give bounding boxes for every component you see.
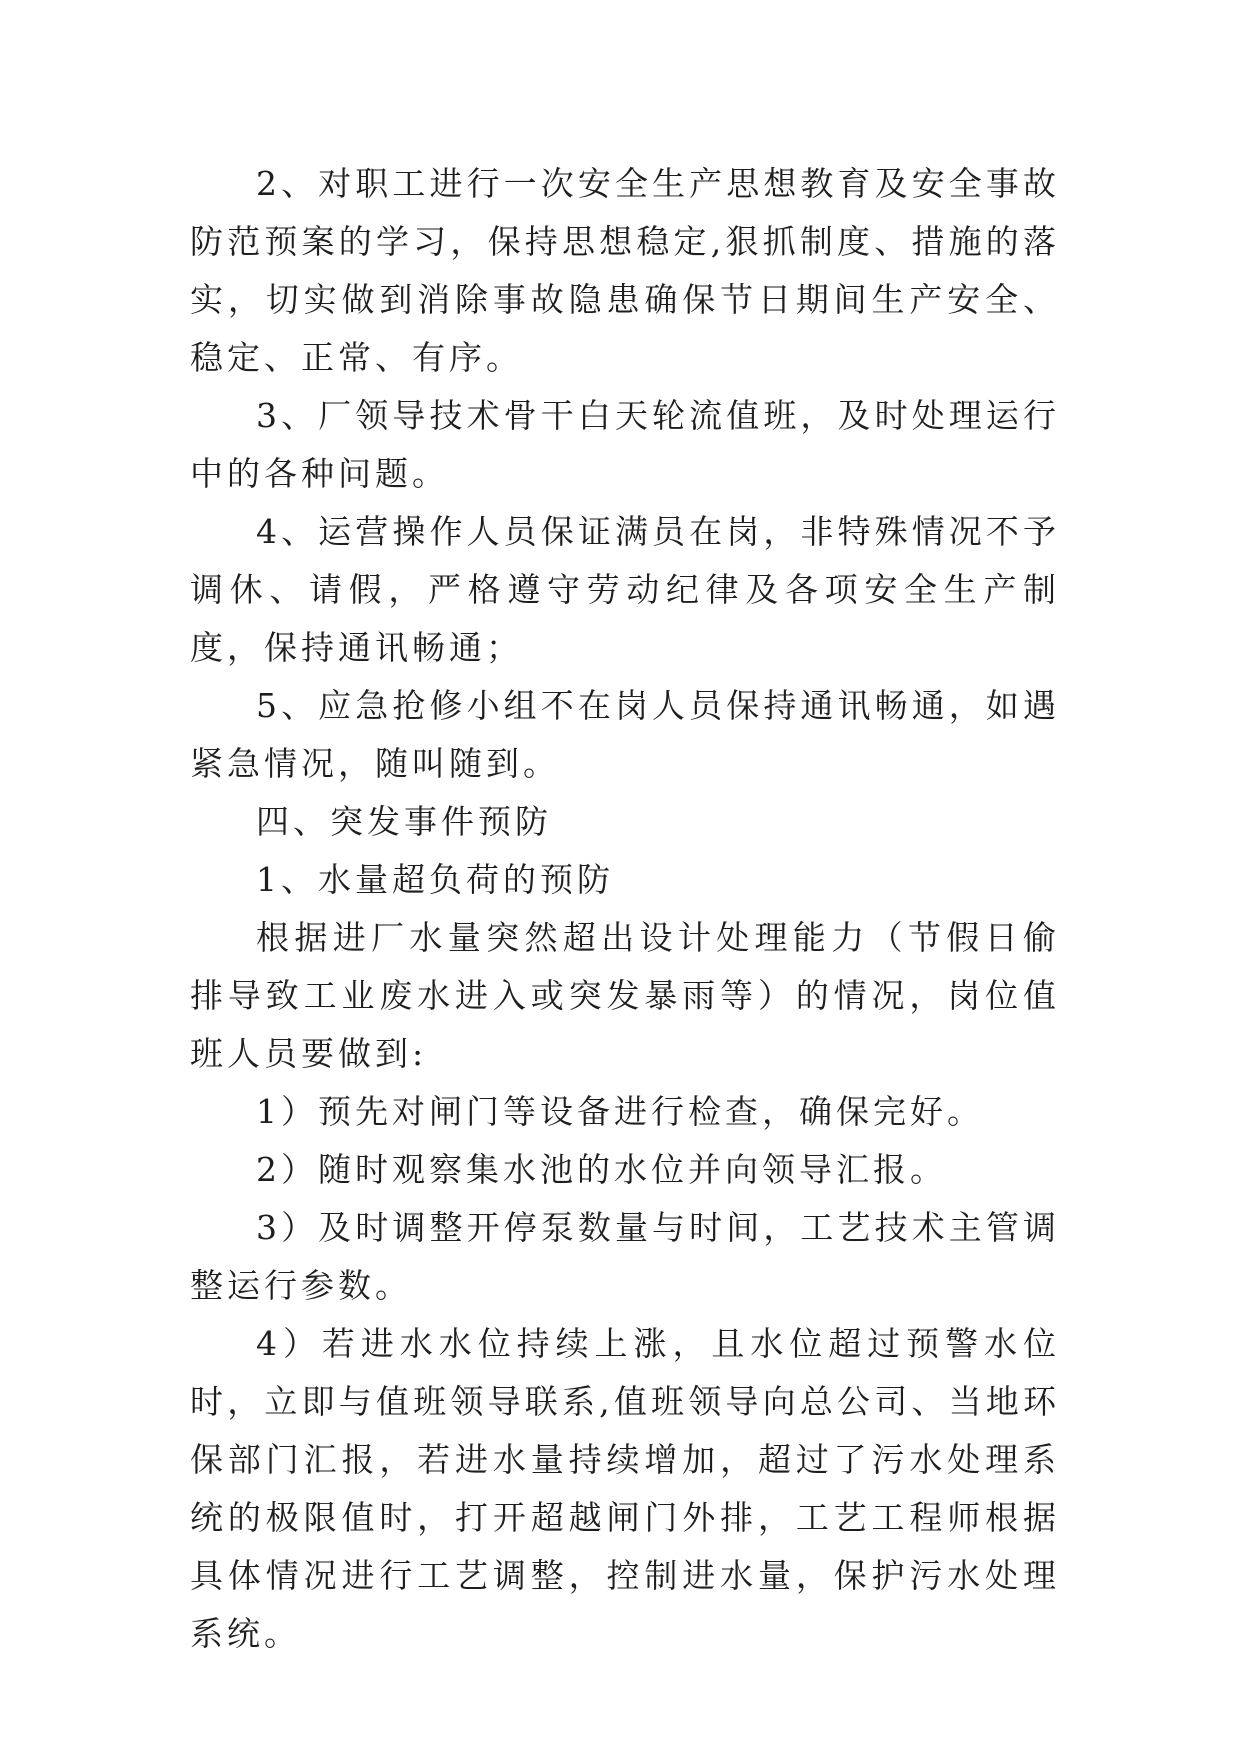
list-item-2: 2）随时观察集水池的水位并向领导汇报。 — [256, 1150, 947, 1189]
paragraph-item-4: 4、运营操作人员保证满员在岗，非特殊情况不予调休、请假，严格遵守劳动纪律及各项安全生产制度，保持通讯畅通； — [190, 512, 1060, 667]
section-heading-emergency-prevention: 四、突发事件预防 — [256, 802, 552, 841]
paragraph-item-2: 2、对职工进行一次安全生产思想教育及安全事故防范预案的学习，保持思想稳定,狠抓制度、措施的落实，切实做到消除事故隐患确保节日期间生产安全、稳定、正常、有序。 — [190, 164, 1060, 377]
list-item-4: 4）若进水水位持续上涨，且水位超过预警水位时，立即与值班领导联系,值班领导向总公司、当地环保部门汇报，若进水量持续增加，超过了污水处理系统的极限值时，打开超越闸门外排，工艺工程师根据具体情况进行工艺调整，控制进水量，保护污水处理系统。 — [190, 1324, 1060, 1653]
paragraph-overload-intro: 根据进厂水量突然超出设计处理能力（节假日偷排导致工业废水进入或突发暴雨等）的情况，岗位值班人员要做到: — [190, 918, 1060, 1073]
paragraph-item-3: 3、厂领导技术骨干白天轮流值班，及时处理运行中的各种问题。 — [190, 396, 1060, 493]
document-body — [190, 155, 1060, 1663]
list-item-1: 1）预先对闸门等设备进行检查，确保完好。 — [256, 1092, 984, 1131]
paragraph-item-5: 5、应急抢修小组不在岗人员保持通讯畅通，如遇紧急情况，随叫随到。 — [190, 686, 1060, 783]
subsection-heading-overload-prevention: 1、水量超负荷的预防 — [256, 860, 614, 899]
list-item-3: 3）及时调整开停泵数量与时间，工艺技术主管调整运行参数。 — [190, 1208, 1060, 1305]
